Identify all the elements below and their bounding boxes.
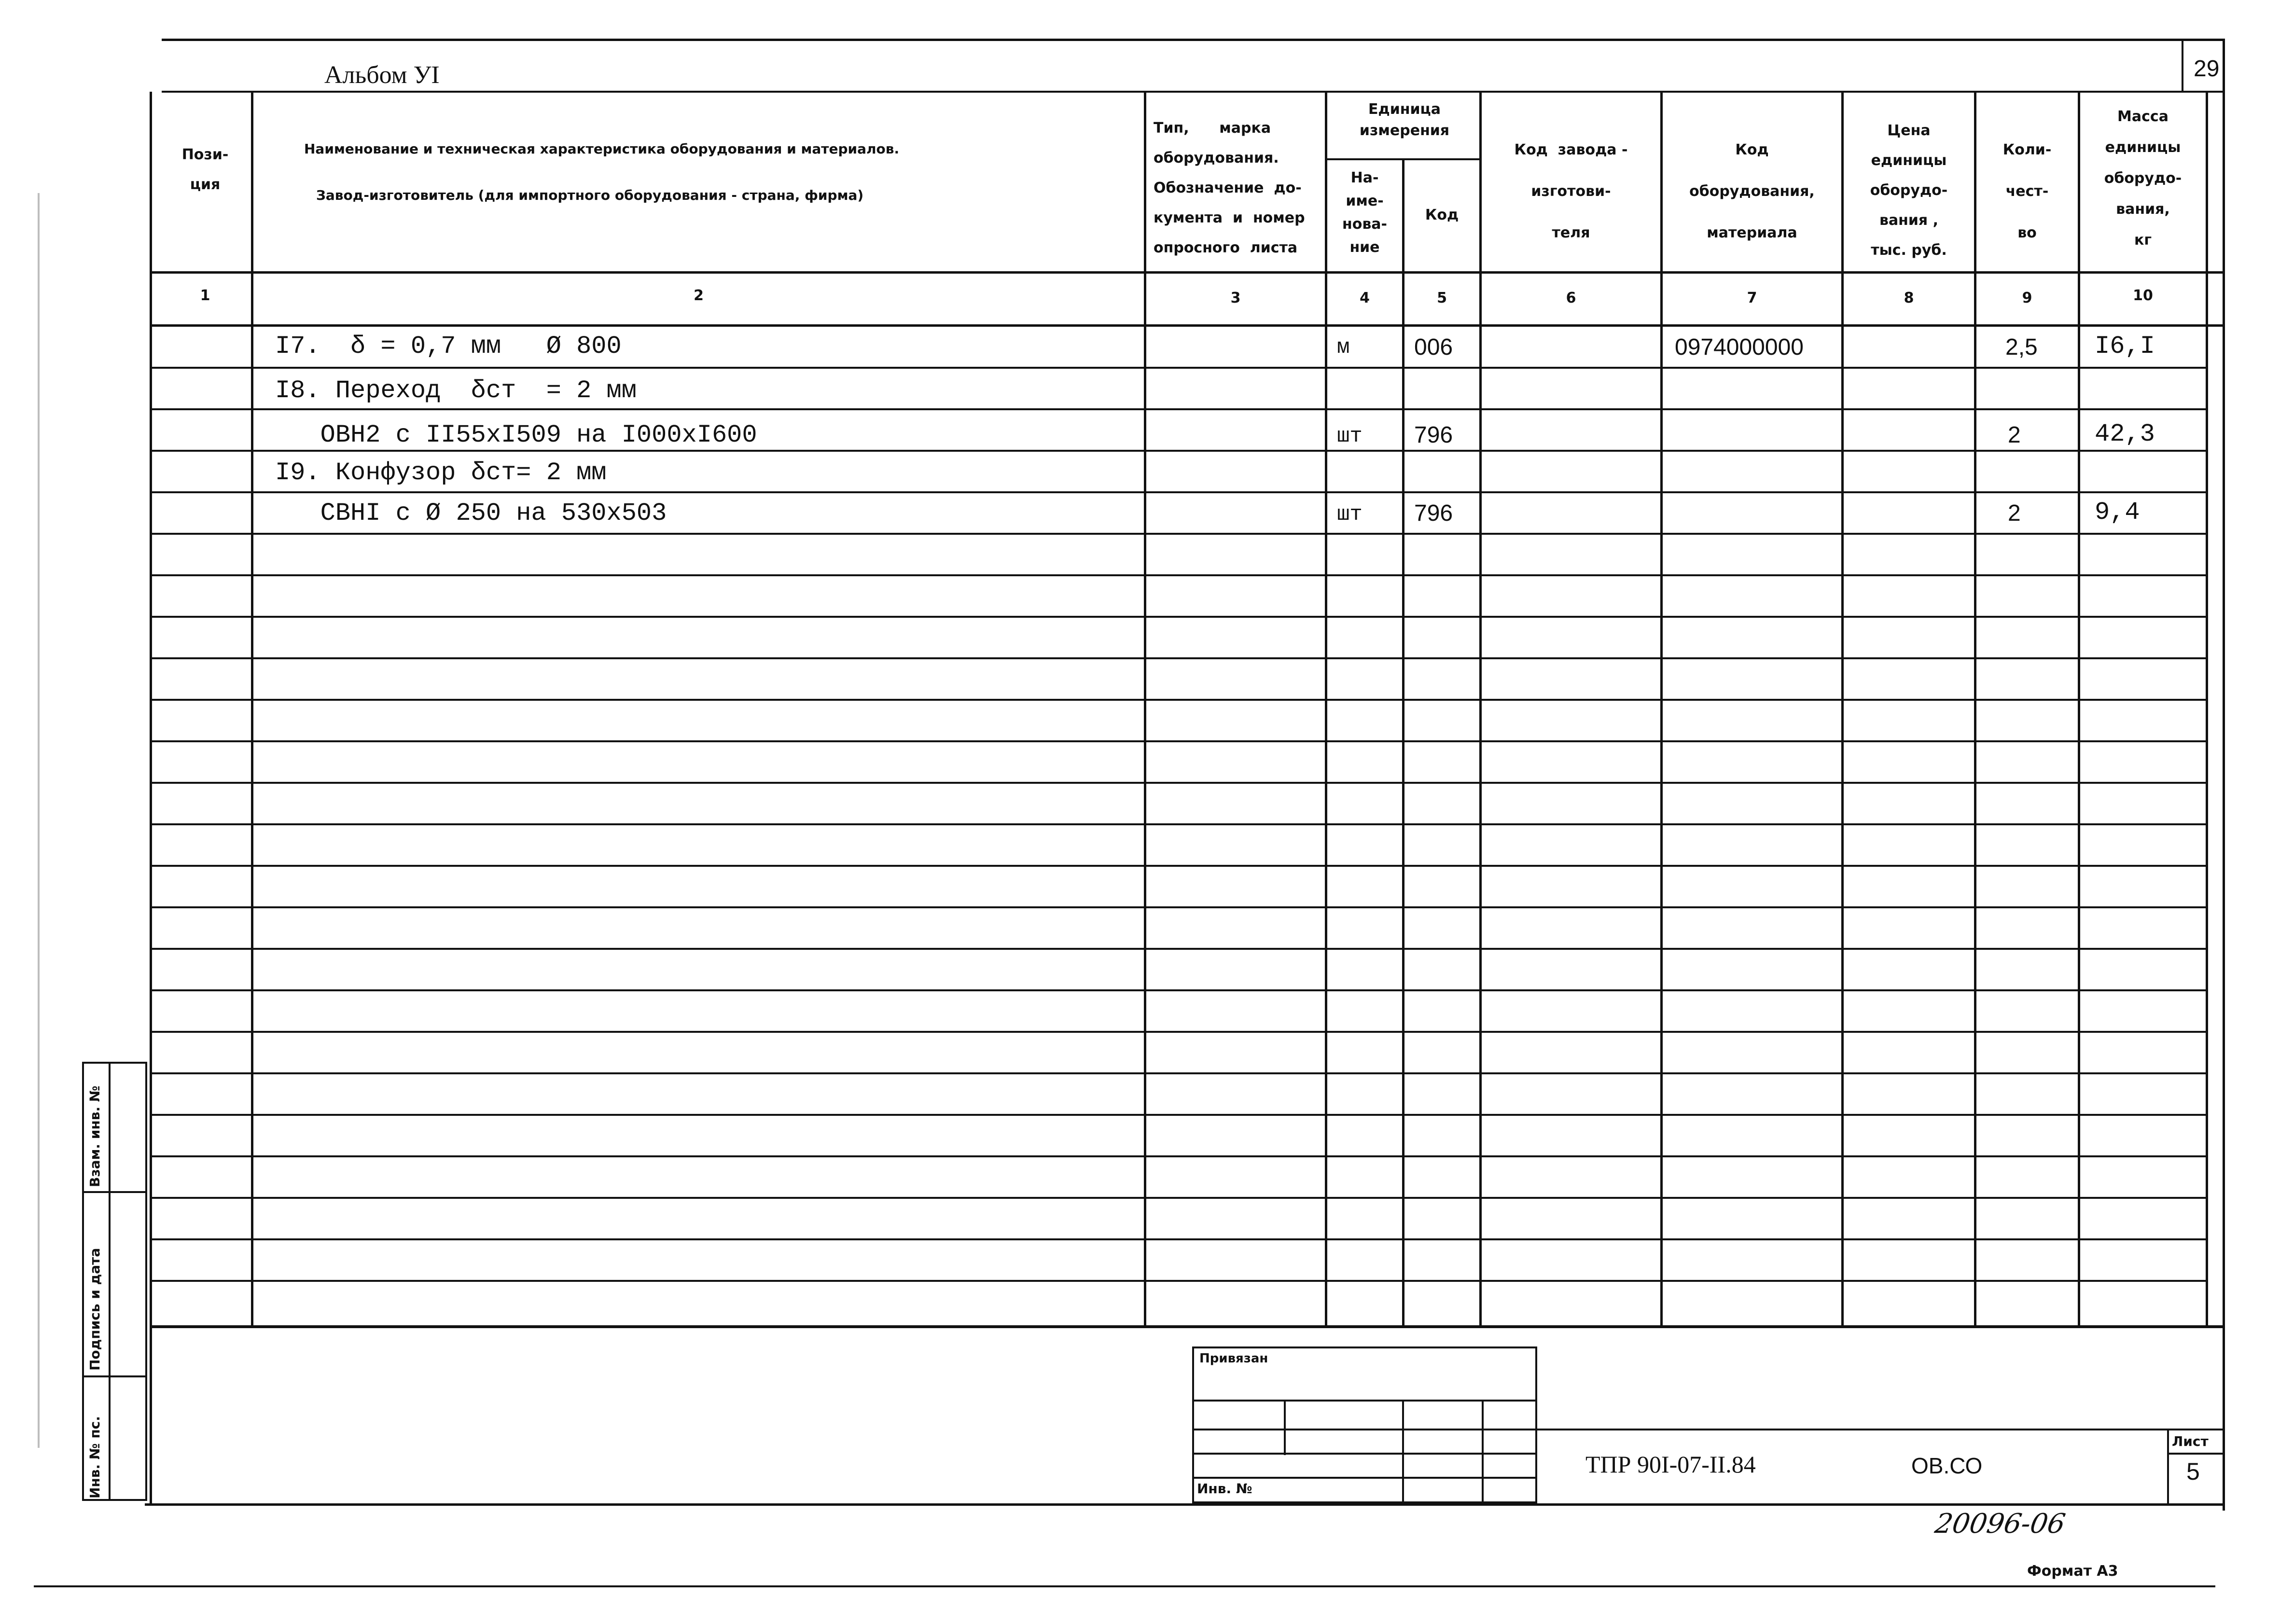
privyazan-vline xyxy=(1284,1400,1286,1455)
row-line xyxy=(150,616,2208,618)
header-unit-group: Единица измерения xyxy=(1359,101,1450,139)
sheet-number: 5 xyxy=(2186,1458,2200,1485)
doc-code: ТПР 90I-07-II.84 xyxy=(1585,1451,1756,1478)
table-row-mass: 42,3 xyxy=(2095,420,2155,448)
privyazan-label: Привязан xyxy=(1199,1351,1268,1366)
row-line xyxy=(150,699,2208,701)
unit-group-line xyxy=(1325,158,1482,160)
side-stamp-divider xyxy=(82,1191,147,1193)
stamp-inv-no: Инв. № xyxy=(1197,1481,1252,1497)
table-row-qty: 2,5 xyxy=(2005,334,2038,360)
table-row-name: СВНI с Ø 250 на 530x503 xyxy=(275,499,667,527)
side-label-podpis: Подпись и дата xyxy=(87,1248,103,1371)
col-number: 9 xyxy=(2022,290,2032,306)
sheet-label: Лист xyxy=(2172,1433,2209,1449)
stamp-top-line xyxy=(1537,1429,2225,1430)
album-underline xyxy=(162,91,2223,93)
header-col9: Коли- чест- во xyxy=(2002,141,2052,241)
table-row-mass: 9,4 xyxy=(2095,498,2140,527)
frame-top-line xyxy=(162,39,2225,41)
row-line xyxy=(150,740,2208,742)
row-line xyxy=(150,450,2208,452)
side-stamp-inner-line xyxy=(109,1062,111,1501)
col-line-10 xyxy=(2206,92,2208,1327)
edge-tick xyxy=(38,193,40,1448)
sheet-box-divider xyxy=(2167,1453,2225,1455)
table-row-code: 796 xyxy=(1414,500,1453,526)
table-row-qty: 2 xyxy=(2008,500,2021,526)
col-number: 7 xyxy=(1747,290,1757,306)
col-line-7 xyxy=(1841,92,1844,1327)
row-line xyxy=(150,533,2208,535)
privyazan-box xyxy=(1192,1346,1537,1503)
side-stamp-divider xyxy=(82,1375,147,1377)
row-line xyxy=(150,1072,2208,1074)
privyazan-vline xyxy=(1482,1400,1484,1503)
row-line xyxy=(150,1031,2208,1033)
col-number: 8 xyxy=(1904,290,1914,306)
table-row-name: I7. δ = 0,7 мм Ø 800 xyxy=(275,332,622,361)
row-line xyxy=(150,782,2208,784)
col-line-8 xyxy=(1974,92,1976,1327)
row-line xyxy=(150,491,2208,493)
col-number: 3 xyxy=(1230,290,1241,306)
album-title: Альбом УI xyxy=(324,61,440,89)
table-row-name: I9. Конфузор δст= 2 мм xyxy=(275,458,607,487)
table-row-name: ОВН2 с II55xI509 на I000xI600 xyxy=(275,421,757,449)
row-line xyxy=(150,1155,2208,1157)
row-line xyxy=(150,1114,2208,1116)
page-number: 29 xyxy=(2194,56,2220,82)
col-number: 1 xyxy=(200,287,210,304)
header-col10: Масса единицы оборудо- вания, кг xyxy=(2104,108,2182,249)
table-row-unit: м xyxy=(1337,335,1350,360)
col-line-5 xyxy=(1479,92,1482,1327)
table-bottom-line xyxy=(150,1325,2225,1328)
header-col7: Код оборудования, материала xyxy=(1689,141,1815,241)
col-line-3 xyxy=(1325,92,1327,1327)
table-row-unit: шт xyxy=(1337,502,1362,527)
doc-section: ОВ.СО xyxy=(1911,1453,1983,1478)
row-line xyxy=(150,657,2208,659)
table-row-name: I8. Переход δст = 2 мм xyxy=(275,376,637,405)
row-line xyxy=(150,948,2208,950)
col-number: 10 xyxy=(2133,287,2153,304)
privyazan-line xyxy=(1192,1429,1537,1430)
header-col6: Код завода - изготови- теля xyxy=(1514,141,1628,241)
row-line xyxy=(150,1238,2208,1240)
side-label-vzam: Взам. инв. № xyxy=(87,1085,103,1187)
page-number-box-left xyxy=(2182,40,2183,92)
table-row-qty: 2 xyxy=(2008,422,2021,448)
side-label-inv: Инв. № пс. xyxy=(87,1416,103,1499)
privyazan-vline xyxy=(1402,1400,1404,1503)
frame-bottom-line xyxy=(34,1585,2215,1587)
table-row-equip-code: 0974000000 xyxy=(1675,334,1804,360)
col-number: 5 xyxy=(1437,290,1447,306)
row-line xyxy=(150,906,2208,908)
col-line-9 xyxy=(2078,92,2080,1327)
col-line-2 xyxy=(1144,92,1146,1327)
col-number: 6 xyxy=(1566,290,1576,306)
handwritten-number: 20096-06 xyxy=(1932,1508,2068,1540)
header-col8: Цена единицы оборудо- вания , тыс. руб. xyxy=(1870,122,1948,259)
header-col3: Тип, марка оборудования. Обозначение до- кумента и номер опросного листа xyxy=(1154,120,1305,256)
col-line-4 xyxy=(1402,159,1404,1327)
table-row-unit: шт xyxy=(1337,424,1362,448)
row-line xyxy=(150,367,2208,369)
row-line xyxy=(150,408,2208,410)
header-bottom-line xyxy=(150,271,2225,274)
table-row-code: 796 xyxy=(1414,422,1453,448)
frame-left-line xyxy=(150,92,152,1506)
format-label: Формат А3 xyxy=(2027,1563,2118,1580)
privyazan-line xyxy=(1192,1400,1537,1402)
col-number: 4 xyxy=(1360,290,1370,306)
header-col5: Код xyxy=(1425,207,1459,223)
row-line xyxy=(150,1197,2208,1199)
privyazan-line xyxy=(1192,1477,1537,1479)
header-col1: Пози- ция xyxy=(181,146,229,193)
header-col4: На- име- нова- ние xyxy=(1342,169,1388,256)
header-col2-line2: Завод-изготовитель (для импортного оборудования - страна, фирма) xyxy=(316,187,864,203)
stamp-bottom-line xyxy=(145,1503,2225,1506)
row-line xyxy=(150,574,2208,576)
row-line xyxy=(150,989,2208,991)
privyazan-line xyxy=(1192,1453,1537,1455)
row-line xyxy=(150,865,2208,867)
frame-right-line xyxy=(2223,39,2225,1511)
table-row-code: 006 xyxy=(1414,334,1453,360)
number-row-bottom-line xyxy=(150,324,2225,327)
table-row-mass: I6,I xyxy=(2095,332,2155,361)
row-line xyxy=(150,823,2208,825)
col-line-6 xyxy=(1660,92,1663,1327)
col-number: 2 xyxy=(694,287,704,304)
row-line xyxy=(150,1280,2208,1282)
header-col2-line1: Наименование и техническая характеристика оборудования и материалов. xyxy=(304,141,900,157)
col-line-1 xyxy=(251,92,253,1327)
